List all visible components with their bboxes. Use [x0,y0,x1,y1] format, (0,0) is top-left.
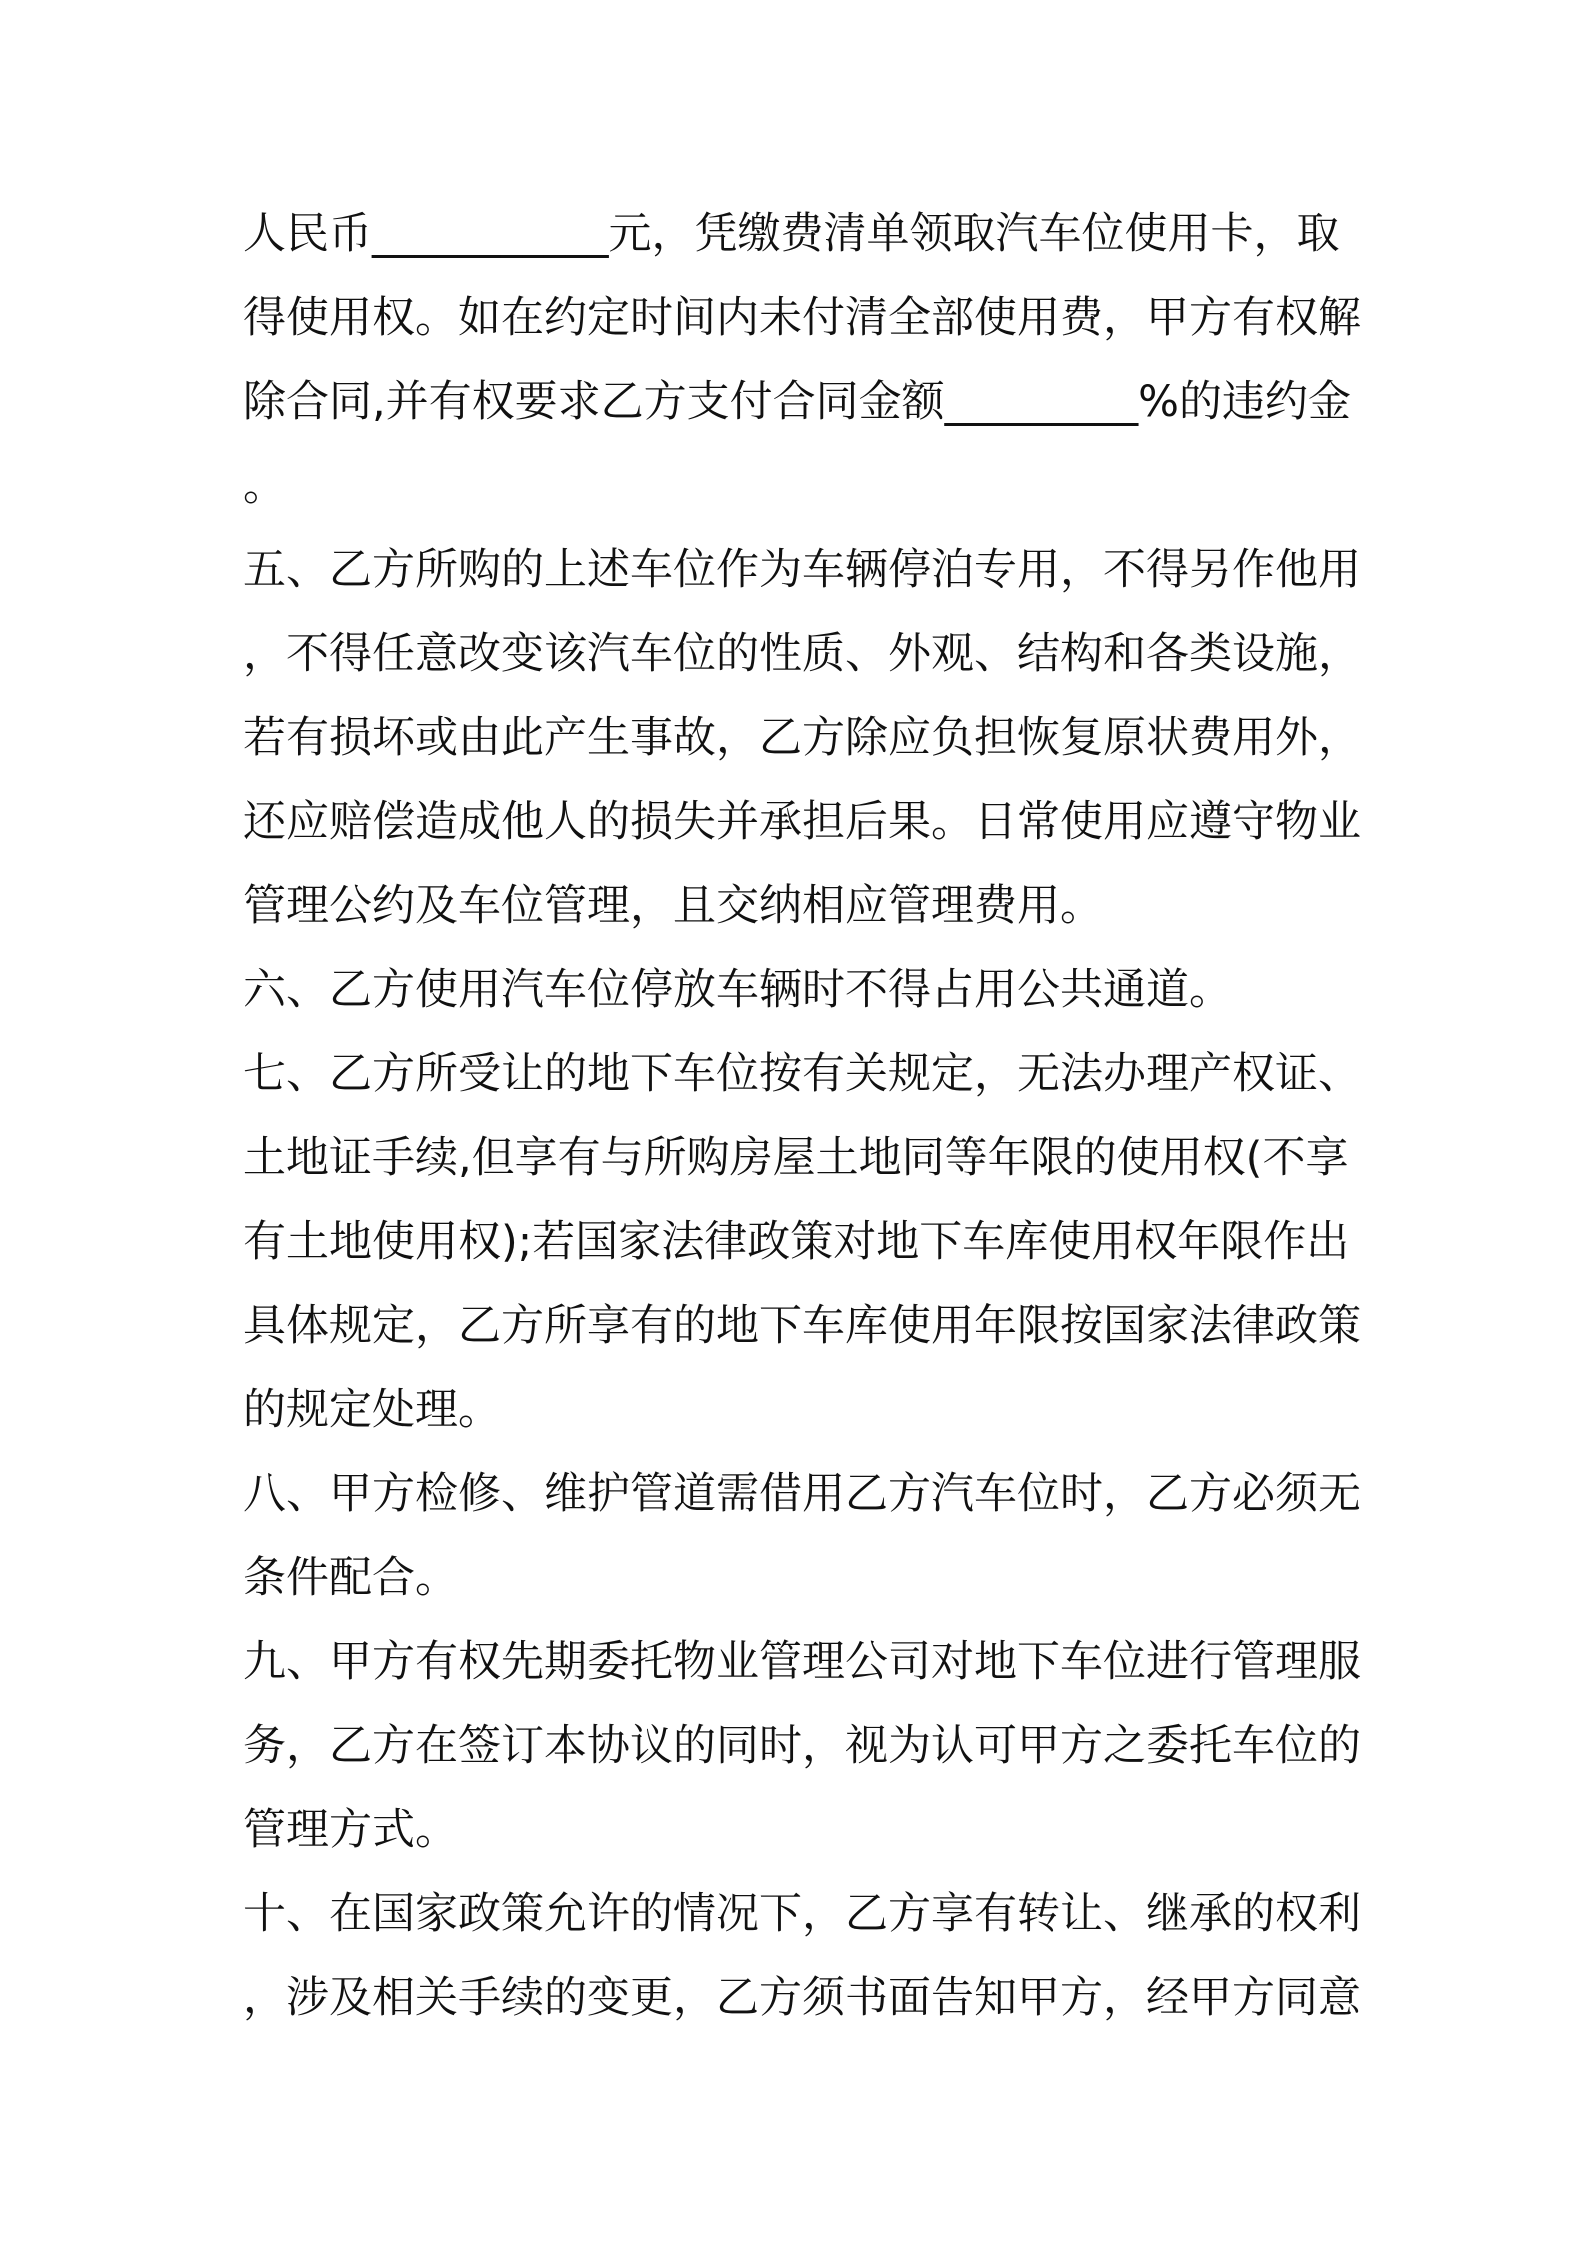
text-line: ，不得任意改变该汽车位的性质、外观、结构和各类设施， [243,629,1361,679]
text-line: 若有损坏或由此产生事故，乙方除应负担恢复原状费用外， [243,713,1361,763]
text-line: ，涉及相关手续的变更，乙方须书面告知甲方，经甲方同意 [243,1973,1361,2023]
text-line: 除合同,并有权要求乙方支付合同金额_________%的违约金 [243,377,1352,427]
text-line: 。 [243,461,286,511]
text-line: 务，乙方在签订本协议的同时，视为认可甲方之委托车位的 [243,1721,1361,1771]
text-line: 的规定处理。 [243,1385,501,1435]
text-line: 管理方式。 [243,1805,458,1855]
text-line: 条件配合。 [243,1553,458,1603]
text-line: 得使用权。如在约定时间内未付清全部使用费，甲方有权解 [243,293,1361,343]
text-line: 有土地使用权);若国家法律政策对地下车库使用权年限作出 [243,1217,1350,1267]
text-line: 还应赔偿造成他人的损失并承担后果。日常使用应遵守物业 [243,797,1361,847]
text-line: 具体规定，乙方所享有的地下车库使用年限按国家法律政策 [243,1301,1361,1351]
text-line: 土地证手续,但享有与所购房屋土地同等年限的使用权(不享 [243,1133,1349,1183]
text-line: 十、在国家政策允许的情况下，乙方享有转让、继承的权利 [243,1889,1361,1939]
text-line: 人民币___________元，凭缴费清单领取汽车位使用卡，取 [243,209,1340,259]
text-line: 七、乙方所受让的地下车位按有关规定，无法办理产权证、 [243,1049,1361,1099]
text-line: 六、乙方使用汽车位停放车辆时不得占用公共通道。 [243,965,1232,1015]
text-line: 管理公约及车位管理，且交纳相应管理费用。 [243,881,1103,931]
document-body [243,192,1361,2040]
text-line: 八、甲方检修、维护管道需借用乙方汽车位时，乙方必须无 [243,1469,1361,1519]
text-line: 九、甲方有权先期委托物业管理公司对地下车位进行管理服 [243,1637,1361,1687]
text-line: 五、乙方所购的上述车位作为车辆停泊专用，不得另作他用 [243,545,1361,595]
